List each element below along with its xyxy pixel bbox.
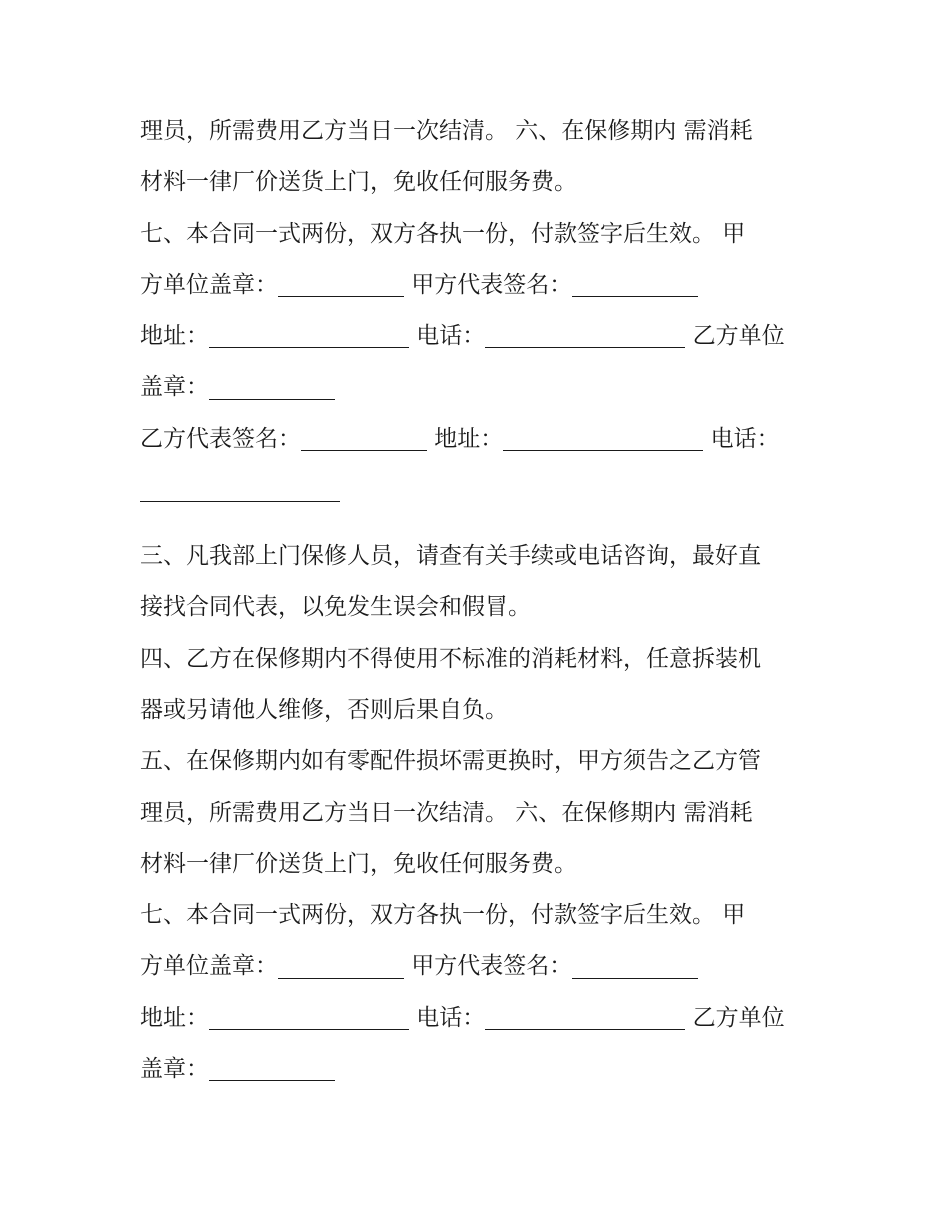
party-a-phone-blank [485,323,685,348]
text-line [140,890,820,941]
party-b-phone-label: 电话： [703,425,780,452]
clause-6-text: 理员，所需费用乙方当日一次结清。 六、在保修期内 需消耗 [140,118,753,144]
clause-3-text-cont: 接找合同代表，以免发生误会和假冒。 [140,594,531,621]
party-b-address-blank [503,426,703,451]
party-b-seal-label: 盖章： [140,374,209,401]
party-a-address-label: 地址： [140,1004,209,1031]
text-line [140,634,820,685]
text-line [140,788,820,839]
clause-6-text-cont: 材料一律厂价送货上门，免收任何服务费。 [140,850,577,877]
party-b-unit-label: 乙方单位 [685,323,785,350]
clause-4-text: 四、乙方在保修期内不得使用不标准的消耗材料，任意拆装机 [140,645,761,672]
party-a-phone-blank [485,1005,685,1030]
party-b-seal-blank [209,1056,335,1081]
party-b-rep-label: 乙方代表签名： [140,425,301,452]
signature-line [140,941,820,992]
text-line [140,106,820,157]
signature-line [140,414,820,465]
party-a-address-blank [209,1005,409,1030]
signature-line [140,993,820,1044]
party-a-seal-blank [278,272,404,297]
signature-line [140,1044,820,1095]
clause-3-text: 三、凡我部上门保修人员，请查有关手续或电话咨询，最好直 [140,543,761,570]
clause-7-text: 七、本合同一式两份，双方各执一份，付款签字后生效。 甲 [140,220,746,247]
text-line [140,531,820,582]
party-b-seal-label: 盖章： [140,1056,209,1083]
text-line [140,582,820,633]
party-b-seal-blank [209,374,335,399]
party-a-rep-label: 甲方代表签名： [404,271,573,298]
party-a-address-blank [209,323,409,348]
party-b-rep-blank [301,426,427,451]
clause-6-text: 理员，所需费用乙方当日一次结清。 六、在保修期内 需消耗 [140,799,753,826]
clause-4-text-cont: 器或另请他人维修，否则后果自负。 [140,696,508,723]
party-a-seal-label: 方单位盖章： [140,953,278,980]
party-a-rep-label: 甲方代表签名： [404,953,573,980]
party-b-unit-label: 乙方单位 [685,1004,785,1031]
party-a-rep-blank [572,953,698,978]
clause-6-text-cont: 材料一律厂价送货上门，免收任何服务费。 [140,169,577,196]
party-a-phone-label: 电话： [409,1004,486,1031]
text-line [140,685,820,736]
text-line [140,209,820,260]
party-a-seal-blank [278,953,404,978]
party-b-address-label: 地址： [427,425,504,452]
party-a-address-label: 地址： [140,323,209,350]
party-a-rep-blank [572,272,698,297]
clause-5-text: 五、在保修期内如有零配件损坏需更换时，甲方须告之乙方管 [140,748,761,775]
clause-7-text: 七、本合同一式两份，双方各执一份，付款签字后生效。 甲 [140,902,746,929]
signature-line [140,362,820,413]
signature-line [140,260,820,311]
party-a-phone-label: 电话： [409,323,486,350]
signature-line [140,465,820,531]
text-line [140,157,820,208]
text-line [140,839,820,890]
signature-line [140,311,820,362]
text-line [140,736,820,787]
party-b-phone-blank [140,477,340,502]
contract-page [140,106,820,1095]
party-a-seal-label: 方单位盖章： [140,271,278,298]
